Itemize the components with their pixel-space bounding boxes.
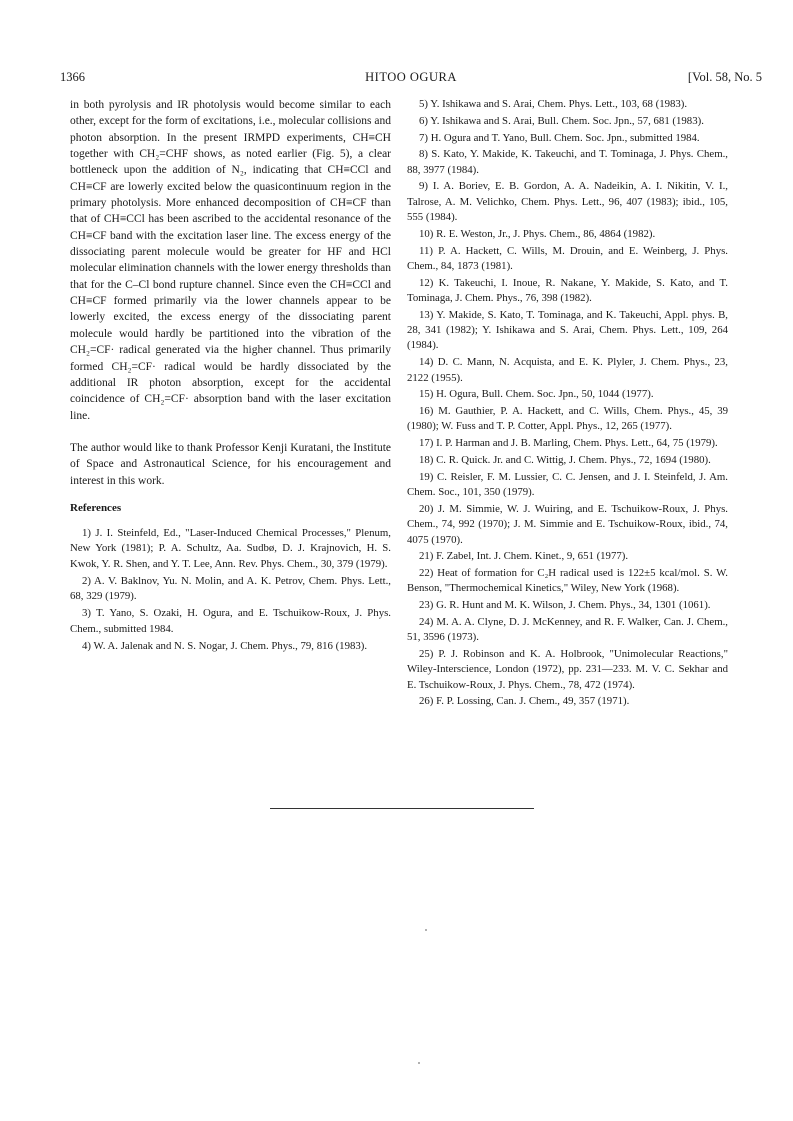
reference-item: 26) F. P. Lossing, Can. J. Chem., 49, 357 (1971). (419, 695, 630, 708)
reference-item: 1) J. I. Steinfeld, Ed., "Laser-Induced Chemical Processes," Plenum, New York (1981); P. A. Schultz, Aa. Sudbø, D. J. Krajnovich, H. S. Kwok, Y. R. Shen, and Y. T. Lee, Ann. Rev. Phys. Chem., 30, 379 (1979). (70, 526, 391, 570)
reference-item: 24) M. A. A. Clyne, D. J. McKenney, and R. F. Walker, Can. J. Chem., 51, 3596 (1973). (407, 616, 728, 644)
acknowledgement: The author would like to thank Professor Kenji Kuratani, the Institute of Space and Astronautical Science, for his encouragement and interest in this work. (70, 441, 391, 487)
reference-item: 13) Y. Makide, S. Kato, T. Tominaga, and K. Takeuchi, Appl. phys. B, 28, 341 (1982); Y. Ishikawa and S. Arai, Chem. Phys. Lett., 109, 264 (1984). (407, 308, 728, 352)
reference-item: 6) Y. Ishikawa and S. Arai, Bull. Chem. Soc. Jpn., 57, 681 (1983). (419, 114, 704, 127)
reference-item: 25) P. J. Robinson and K. A. Holbrook, "Unimolecular Reactions," Wiley-Interscience, London (1972), pp. 231—233. M. V. C. Sekhar and E. Tschuikow-Roux, J. Phys. Chem., 78, 472 (1974). (407, 648, 728, 691)
reference-item: 21) F. Zabel, Int. J. Chem. Kinet., 9, 651 (1977). (419, 550, 629, 563)
running-header (60, 70, 762, 90)
reference-item: 10) R. E. Weston, Jr., J. Phys. Chem., 86, 4864 (1982). (419, 227, 656, 240)
running-author: HITOO OGURA (365, 70, 457, 84)
reference-item: 17) I. P. Harman and J. B. Marling, Chem. Phys. Lett., 64, 75 (1979). (419, 437, 718, 450)
reference-item: 11) P. A. Hackett, C. Wills, M. Drouin, and E. Weinberg, J. Phys. Chem., 84, 1873 (1981). (407, 244, 728, 272)
reference-item: 9) I. A. Boriev, E. B. Gordon, A. A. Nadeikin, A. I. Nikitin, V. I., Talrose, A. M. Velichko, Chem. Phys. Lett., 96, 407 (1983); ibid., 105, 555 (1984). (407, 180, 728, 224)
page-number: 1366 (60, 70, 85, 84)
reference-item: 5) Y. Ishikawa and S. Arai, Chem. Phys. Lett., 103, 68 (1983). (419, 98, 688, 110)
reference-item: 16) M. Gauthier, P. A. Hackett, and C. Wills, Chem. Phys., 45, 39 (1980); W. Fuss and T. P. Cotter, Appl. Phys., 12, 265 (1977). (407, 405, 728, 433)
left-column (70, 97, 391, 656)
reference-item: 3) T. Yano, S. Ozaki, H. Ogura, and E. Tschuikow-Roux, J. Phys. Chem., submitted 1984. (70, 607, 391, 635)
reference-item: 8) S. Kato, Y. Makide, K. Takeuchi, and T. Tominaga, J. Phys. Chem., 88, 3977 (1984). (407, 148, 728, 176)
body-paragraph: in both pyrolysis and IR photolysis would become similar to each other, except for the form of excitations, i.e., molecular collisions and photon absorption. In the present IRMPD experiments, CH≡CH together with CH₂=CHF shows, as noted earlier (Fig. 5), a clear bottleneck upon the addition of N₂, indicating that CH≡CCl and CH≡CF are lowerly excited below the quasicontinuum region in the primary photolysis. More enhanced decomposition of CH≡CF than that of CH≡CCl has been ascribed to the accidental resonance of the CH≡CF band with the excitation laser line. The excess energy of the dissociating parent molecule would be greater for HF and HCl molecular elimination channels with the lower energy thresholds than that for the C–Cl bond rupture channel. Since even the CH≡CCl and CH≡CF formed primarily via the lower channels appear to be lowerly excited, the excess energy of the dissociating parent molecule would hardly be partitioned into the vibration of the CH₂=CF· radical generated via the higher channel. Thus primarily formed CH₂=CF· radical would be hardly dissociated by the additional IR photon absorption, except for the accidental coincidence of CH₂=CF· absorption band with the laser excitation line. (70, 99, 391, 422)
reference-item: 20) J. M. Simmie, W. J. Wuiring, and E. Tschuikow-Roux, J. Phys. Chem., 74, 992 (1970); J. M. Simmie and E. Tschuikow-Roux, ibid., 74, 4075 (1970). (407, 502, 728, 546)
reference-item: 14) D. C. Mann, N. Acquista, and E. K. Plyler, J. Chem. Phys., 23, 2122 (1955). (407, 356, 728, 384)
reference-item: 19) C. Reisler, F. M. Lussier, C. C. Jensen, and J. I. Steinfeld, J. Am. Chem. Soc., 101, 350 (1979). (407, 470, 728, 499)
reference-item: 12) K. Takeuchi, I. Inoue, R. Nakane, Y. Makide, S. Kato, and T. Tominaga, J. Chem. Phys., 76, 398 (1982). (407, 276, 728, 305)
references-list-right (407, 97, 728, 710)
references-list-left (70, 526, 391, 654)
right-column (407, 97, 728, 711)
volume-info: [Vol. 58, No. 5 (687, 70, 762, 84)
scan-speck (425, 929, 427, 931)
reference-item: 23) G. R. Hunt and M. K. Wilson, J. Chem. Phys., 34, 1301 (1061). (419, 599, 711, 612)
reference-item: 22) Heat of formation for C₂H radical used is 122±5 kcal/mol. S. W. Benson, "Thermochemical Kinetics," Wiley, New York (1968). (407, 567, 728, 595)
references-heading: References (70, 501, 122, 514)
reference-item: 7) H. Ogura and T. Yano, Bull. Chem. Soc. Jpn., submitted 1984. (419, 131, 700, 144)
reference-item: 15) H. Ogura, Bull. Chem. Soc. Jpn., 50, 1044 (1977). (419, 388, 654, 401)
reference-item: 2) A. V. Baklnov, Yu. N. Molin, and A. K. Petrov, Chem. Phys. Lett., 68, 329 (1979). (70, 574, 391, 603)
scan-speck (418, 1062, 420, 1064)
reference-item: 18) C. R. Quick. Jr. and C. Wittig, J. Chem. Phys., 72, 1694 (1980). (419, 454, 711, 467)
reference-item: 4) W. A. Jalenak and N. S. Nogar, J. Chem. Phys., 79, 816 (1983). (82, 639, 368, 652)
end-rule (270, 808, 534, 809)
